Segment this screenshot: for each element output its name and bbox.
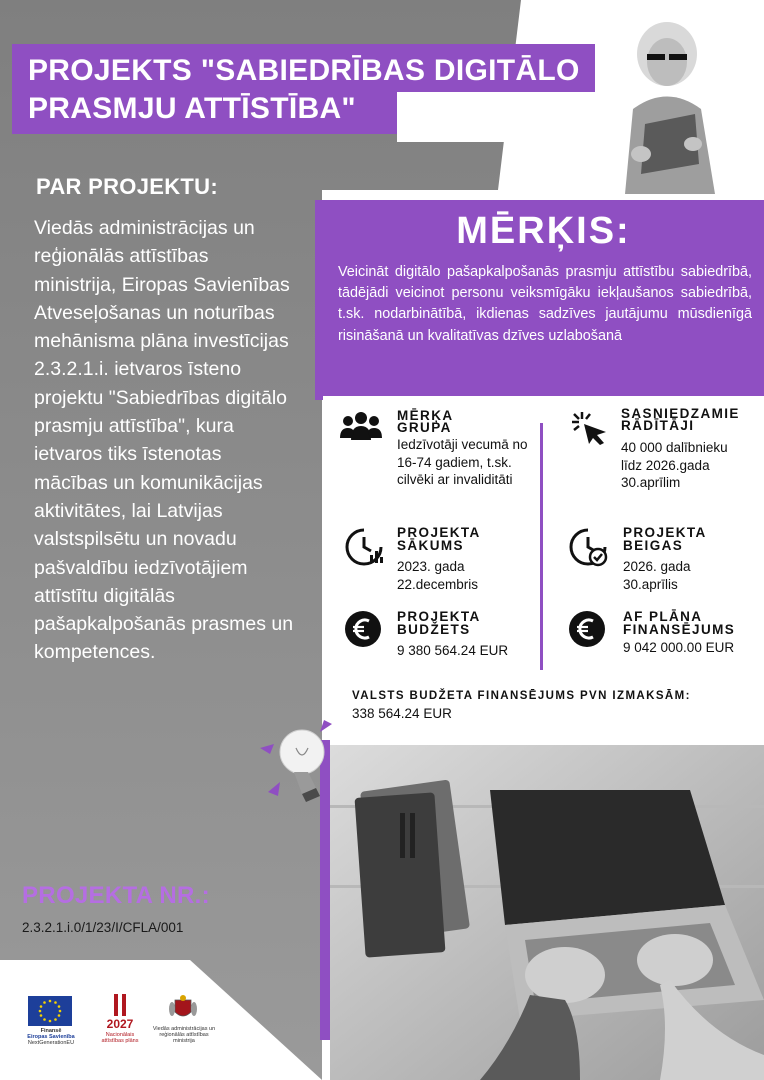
eu-logo-line-3: NextGenerationEU: [27, 1040, 75, 1046]
accent-strip: [315, 200, 323, 400]
cursor-click-icon: [570, 410, 610, 446]
facts-divider: [540, 423, 543, 670]
woman-with-laptop-photo: [595, 14, 725, 194]
ministry-line-2: reģionālās attīstības: [159, 1032, 209, 1038]
start-label-1: PROJEKTA: [397, 525, 481, 540]
about-text: Viedās administrācijas un reģionālās attīstības ministrija, Eiropas Savienības Atveseļošanas un noturības mehānisma plāna investīcijas 2.3.2.1.i. ietvaros īsteno projektu "Sabiedrības digitālo prasmju attīstība", kura ietvaros tiks īstenotas mācības un komunikācijas aktivitātes, lai Latvijas valstspilsētu un novadu pašvaldību iedzīvotājiem attīstītu digitālās pašapkalpošanās prasmes un kompetences.: [34, 217, 294, 664]
budget-label-2: BUDŽETS: [397, 622, 471, 637]
indicators-label-2: RĀDĪTĀJI: [621, 418, 695, 433]
laptop-desk-photo: [330, 745, 764, 1080]
euro-icon: [344, 610, 382, 648]
target-group-value: Iedzīvotāji vecumā no 16-74 gadiem, t.sk. cilvēki ar invaliditāti: [397, 437, 528, 487]
budget-value: 9 380 564.24 EUR: [397, 643, 509, 658]
about-heading: PAR PROJEKTU:: [36, 174, 218, 199]
af-plan-value: 9 042 000.00 EUR: [623, 640, 735, 655]
goal-text: Veicināt digitālo pašapkalpošanās prasmju attīstību sabiedrībā, tādējādi veicinot personu veiksmīgāku iekļaušanos sabiedrībā, t.sk. nodarbinātībā, ikdienas sadzīves jautājumu mūsdienīgā risināšanā un kvalitatīvas dzīves uzlabošanā: [338, 264, 752, 344]
clock-chart-icon: [344, 527, 384, 567]
funder-logos: [24, 992, 234, 1058]
clock-check-icon: [568, 527, 608, 567]
euro-icon: [568, 610, 606, 648]
state-budget-label: VALSTS BUDŽETA FINANSĒJUMS PVN IZMAKSĀM:: [352, 690, 691, 702]
nap-line-2: attīstības plāns: [101, 1038, 139, 1044]
people-group-icon: [340, 410, 382, 442]
ministry-line-3: ministrija: [173, 1038, 195, 1044]
coat-of-arms-icon: [168, 994, 198, 1022]
eu-logo-line-1: Finansē: [40, 1028, 62, 1034]
end-value: 2026. gada 30.aprīlis: [623, 559, 691, 592]
end-label-2: BEIGAS: [623, 538, 684, 553]
target-group-label-1: MĒRĶA: [397, 408, 454, 423]
goal-heading: MĒRĶIS:: [456, 210, 631, 252]
nap-year: 2027: [106, 1017, 134, 1031]
start-label-2: SĀKUMS: [397, 538, 464, 553]
nap-logo-icon: [110, 994, 130, 1016]
project-number-value: 2.3.2.1.i.0/1/23/I/CFLA/001: [22, 920, 184, 935]
nap-line-1: Nacionālais: [105, 1032, 135, 1038]
eu-flag-icon: [28, 996, 72, 1026]
end-label-1: PROJEKTA: [623, 525, 707, 540]
eu-logo-line-2: Eiropas Savienība: [27, 1034, 75, 1040]
page-title: [12, 44, 637, 134]
title-line-2: PRASMJU ATTĪSTĪBA": [28, 92, 356, 125]
indicators-value: 40 000 dalībnieku līdz 2026.gada 30.aprīlim: [621, 440, 728, 490]
indicators-label-1: SASNIEDZAMIE: [621, 406, 740, 421]
state-budget-value: 338 564.24 EUR: [352, 706, 452, 721]
start-value: 2023. gada 22.decembris: [397, 559, 479, 592]
af-plan-label-2: FINANSĒJUMS: [623, 622, 736, 637]
project-number-heading: PROJEKTA NR.:: [22, 882, 210, 909]
title-line-1: PROJEKTS "SABIEDRĪBAS DIGITĀLO: [28, 54, 580, 87]
target-group-label-2: GRUPA: [397, 420, 452, 435]
budget-label-1: PROJEKTA: [397, 609, 481, 624]
ministry-line-1: Viedās administrācijas un: [152, 1026, 216, 1032]
af-plan-label-1: AF PLĀNA: [623, 609, 703, 624]
light-bulb-icon: [258, 718, 338, 808]
